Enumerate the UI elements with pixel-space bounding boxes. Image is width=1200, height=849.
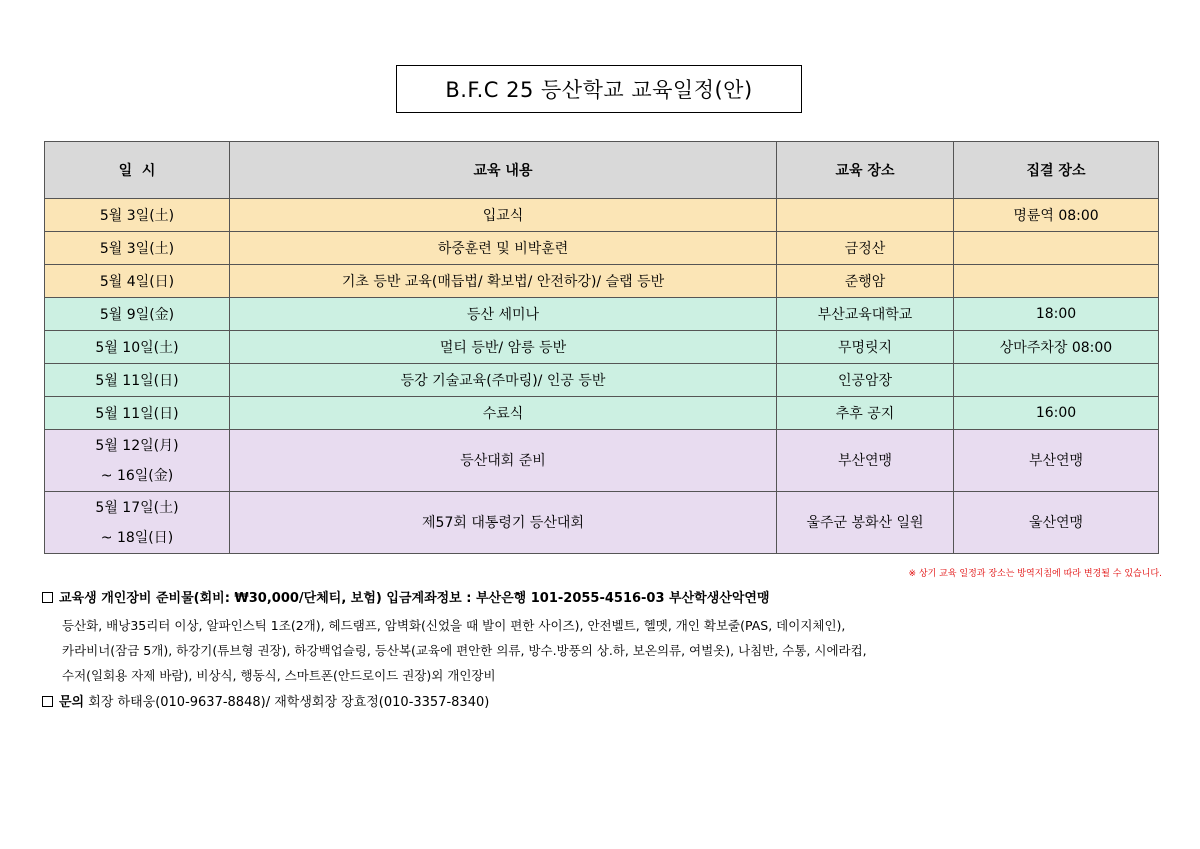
- equipment-heading: 교육생 개인장비 준비물(회비: ₩30,000/단체티, 보험) 입금계좌정보 : 부산은행 101-2055-4516-03 부산학생산악연맹: [59, 591, 770, 606]
- date-start: 5월 3일(土): [99, 241, 175, 257]
- date-start: 5월 3일(土): [99, 208, 175, 224]
- equipment-section: [42, 587, 770, 606]
- table-row: [45, 331, 1159, 364]
- contact-text: 회장 하태웅(010-9637-8848)/ 재학생회장 장효정(010-3357-8340): [88, 695, 490, 710]
- cell-content: 제57회 대통령기 등산대회: [230, 492, 777, 554]
- table-row: [45, 492, 1159, 554]
- table-row: [45, 364, 1159, 397]
- table-row: [45, 265, 1159, 298]
- cell-meeting: [954, 232, 1159, 265]
- date-start: 5월 17일(土): [95, 499, 179, 516]
- cell-place: 금정산: [777, 232, 954, 265]
- cell-content: 수료식: [230, 397, 777, 430]
- cell-place: 울주군 봉화산 일원: [777, 492, 954, 554]
- cell-date: [45, 232, 230, 265]
- cell-meeting: 명륜역 08:00: [954, 199, 1159, 232]
- schedule-change-note: ※ 상기 교육 일정과 장소는 방역지침에 따라 변경될 수 있습니다.: [908, 569, 1162, 579]
- cell-meeting: 울산연맹: [954, 492, 1159, 554]
- equipment-line: 수저(일회용 자제 바람), 비상식, 행동식, 스마트폰(안드로이드 권장)외 개인장비: [62, 668, 496, 683]
- contact-label: 문의: [59, 695, 85, 710]
- cell-place: [777, 199, 954, 232]
- cell-content: 하중훈련 및 비박훈련: [230, 232, 777, 265]
- cell-content: 등산 세미나: [230, 298, 777, 331]
- checkbox-bullet-icon: [42, 592, 53, 603]
- cell-date: [45, 430, 230, 492]
- cell-date: [45, 364, 230, 397]
- table-row: [45, 298, 1159, 331]
- cell-date: [45, 265, 230, 298]
- table-row: [45, 430, 1159, 492]
- table-header-row: [45, 142, 1159, 199]
- header-meeting: 집결 장소: [954, 142, 1159, 199]
- cell-meeting: 16:00: [954, 397, 1159, 430]
- cell-content: 등산대회 준비: [230, 430, 777, 492]
- cell-date: [45, 298, 230, 331]
- date-start: 5월 10일(土): [95, 340, 179, 356]
- date-start: 5월 12일(月): [95, 437, 179, 454]
- date-end: ~ 16일(金): [100, 467, 174, 484]
- header-date: 일 시: [45, 142, 230, 199]
- table-row: [45, 397, 1159, 430]
- cell-place: 무명릿지: [777, 331, 954, 364]
- equipment-line: 등산화, 배낭35리터 이상, 알파인스틱 1조(2개), 헤드램프, 암벽화(신었을 때 발이 편한 사이즈), 안전벨트, 헬멧, 개인 확보줄(PAS, 데이지체인),: [62, 618, 846, 633]
- cell-place: 부산연맹: [777, 430, 954, 492]
- date-start: 5월 11일(日): [95, 406, 179, 422]
- cell-meeting: [954, 364, 1159, 397]
- cell-place: 인공암장: [777, 364, 954, 397]
- cell-content: 입교식: [230, 199, 777, 232]
- date-end: ~ 18일(日): [100, 529, 174, 546]
- date-start: 5월 9일(金): [99, 307, 175, 323]
- header-content: 교육 내용: [230, 142, 777, 199]
- cell-place: 부산교육대학교: [777, 298, 954, 331]
- cell-date: [45, 492, 230, 554]
- cell-date: [45, 397, 230, 430]
- cell-place: 준행암: [777, 265, 954, 298]
- table-row: [45, 199, 1159, 232]
- checkbox-bullet-icon: [42, 696, 53, 707]
- cell-meeting: 18:00: [954, 298, 1159, 331]
- cell-place: 추후 공지: [777, 397, 954, 430]
- cell-meeting: 상마주차장 08:00: [954, 331, 1159, 364]
- cell-content: 기초 등반 교육(매듭법/ 확보법/ 안전하강)/ 슬랩 등반: [230, 265, 777, 298]
- date-start: 5월 4일(日): [99, 274, 175, 290]
- header-place: 교육 장소: [777, 142, 954, 199]
- cell-meeting: [954, 265, 1159, 298]
- contact-section: [42, 691, 489, 710]
- cell-content: 멀티 등반/ 암릉 등반: [230, 331, 777, 364]
- cell-date: [45, 199, 230, 232]
- cell-date: [45, 331, 230, 364]
- cell-content: 등강 기술교육(주마링)/ 인공 등반: [230, 364, 777, 397]
- table-row: [45, 232, 1159, 265]
- date-start: 5월 11일(日): [95, 373, 179, 389]
- cell-meeting: 부산연맹: [954, 430, 1159, 492]
- equipment-line: 카라비너(잠금 5개), 하강기(튜브형 권장), 하강백업슬링, 등산복(교육에 편안한 의류, 방수.방풍의 상.하, 보온의류, 여벌옷), 나침반, 수통, 시에라컵,: [62, 643, 867, 658]
- page-title: B.F.C 25 등산학교 교육일정(안): [396, 65, 802, 113]
- schedule-table: [44, 141, 1159, 554]
